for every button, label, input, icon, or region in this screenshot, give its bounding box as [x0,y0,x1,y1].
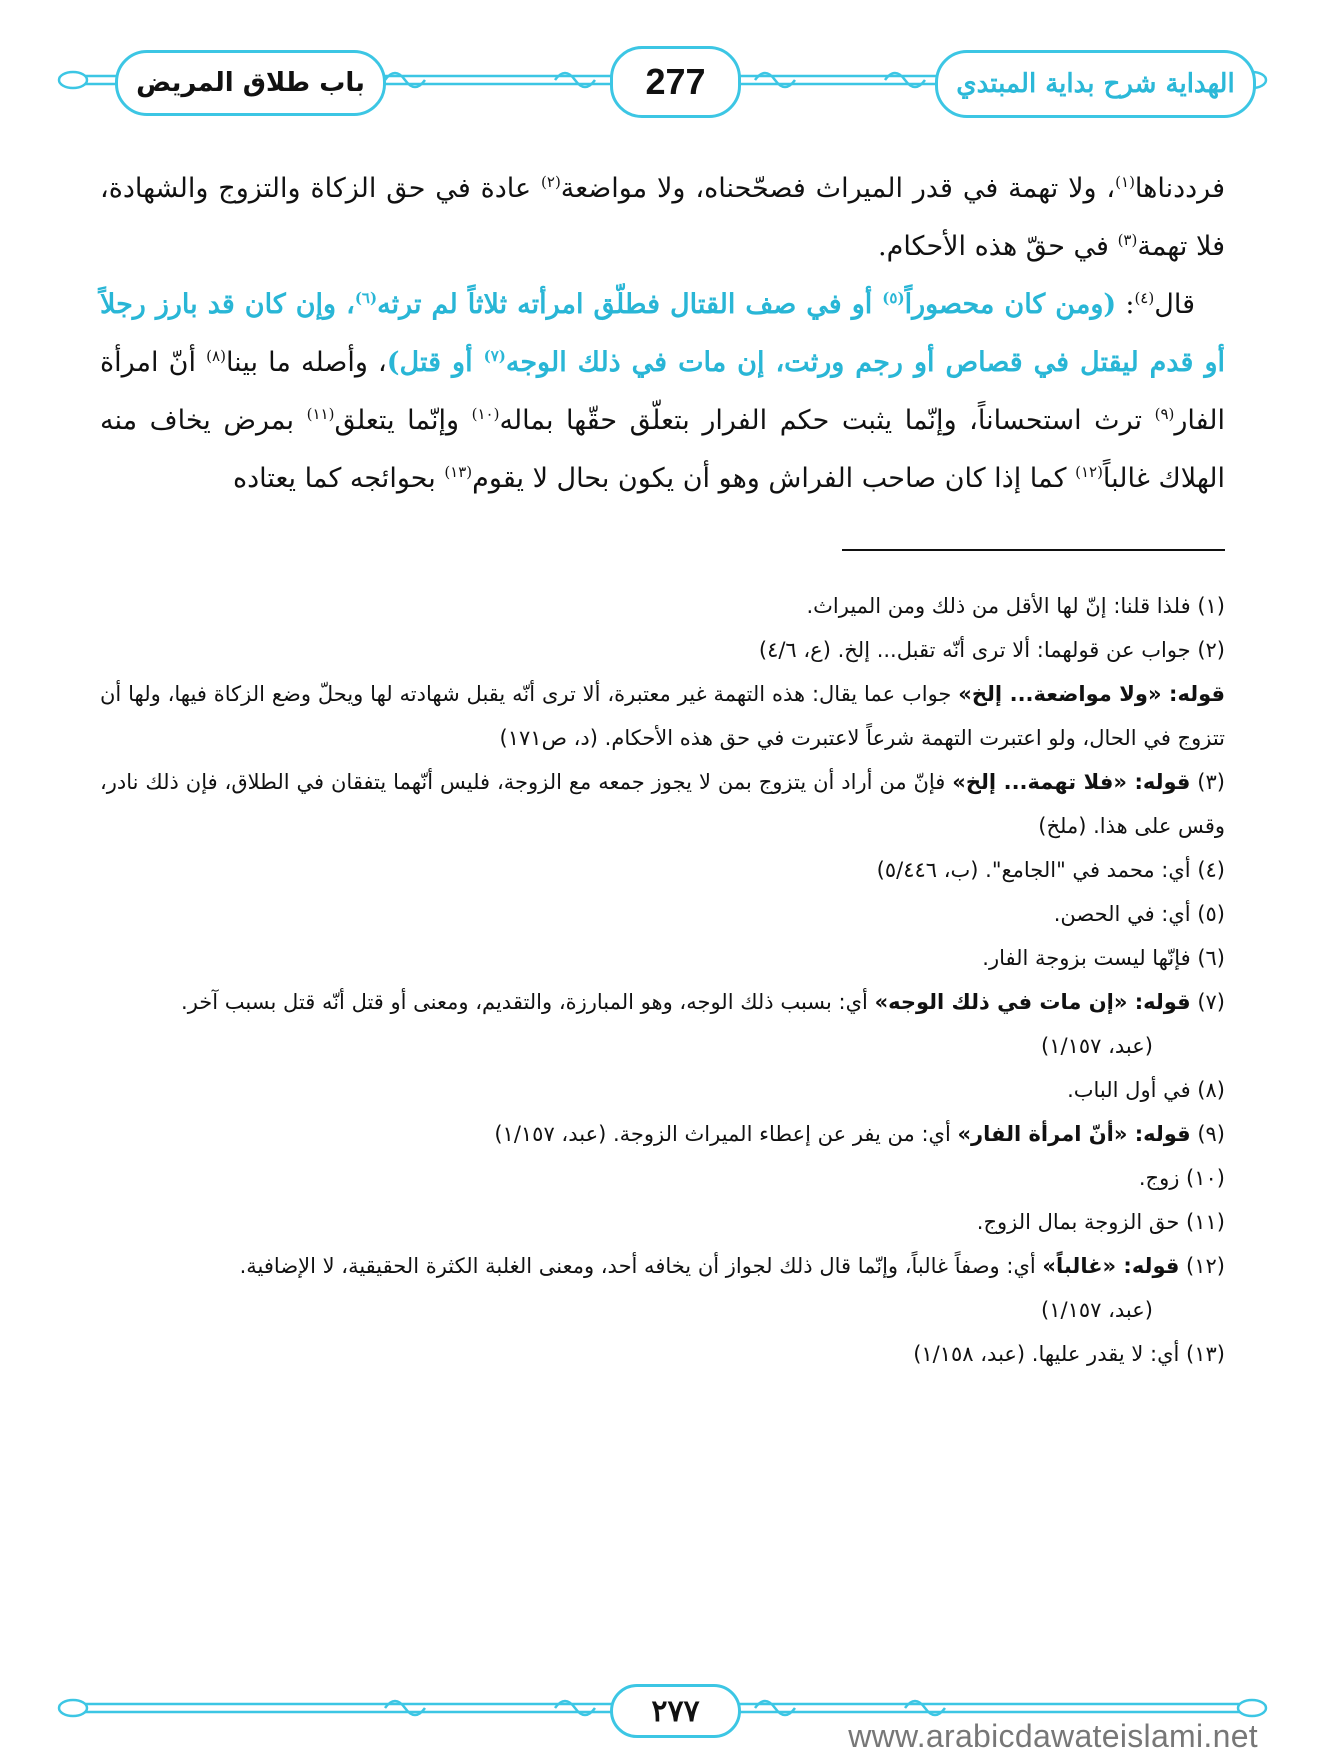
footnote-2: (٢) جواب عن قولهما: ألا ترى أنّه تقبل... إلخ. (ع، ٤/٦) [758,638,1225,662]
footnote-6: (٦) فإنّها ليست بزوجة الفار. [982,946,1225,970]
page-number: 277 [610,46,741,118]
footnote-10: (١٠) زوج. [1138,1166,1225,1190]
footnote-7-reference: (عبد، ١/١٥٧) [1041,1034,1153,1058]
footer-page-number: ٢٧٧ [610,1684,741,1738]
book-title: الهداية شرح بداية المبتدي [935,50,1256,118]
footnote-8: (٨) في أول الباب. [1067,1078,1225,1102]
footnote-3: (٣) قوله: «فلا تهمة... إلخ» فإنّ من أراد أن يتزوج بمن لا يجوز جمعه مع الزوجة، فليس أنّهما يتفقان في الطلاق، فإن ذلك نادر، وقس على هذا. (ملخ) [100,770,1225,838]
watermark-url: www.arabicdawateislami.net [848,1718,1258,1754]
matn-quote: (ومن كان محصوراً$^{(٥)}$ أو في صف القتال فطلّق امرأته ثلاثاً لم ترثه$^{(٦)}$، وإن كان قد بارز رجلاً أو قدم ليقتل في قصاص أو رجم ورثت، إن مات في ذلك الوجه$^{(٧)}$ أو قتل) [100,289,1225,378]
footnote-separator [842,549,1225,551]
footnote-13: (١٣) أي: لا يقدر عليها. (عبد، ١/١٥٨) [913,1342,1225,1366]
footnote-12: (١٢) قوله: «غالباً» أي: وصفاً غالباً، وإنّما قال ذلك لجواز أن يخافه أحد، ومعنى الغلبة الكثرة الحقيقية، لا الإضافية. [239,1254,1225,1278]
footnote-11: (١١) حق الزوجة بمال الزوج. [976,1210,1225,1234]
footnote-7: (٧) قوله: «إن مات في ذلك الوجه» أي: بسبب ذلك الوجه، وهو المبارزة، والتقديم، ومعنى أو قتل أنّه قتل بسبب آخر. [181,990,1225,1014]
footnotes [100,584,1225,1376]
footnote-2-commentary: قوله: «ولا مواضعة... إلخ» جواب عما يقال: هذه التهمة غير معتبرة، ألا ترى أنّه يقبل شهادته لها ويحلّ وضع الزكاة فيها، ولها أن تتزوج في الحال، ولو اعتبرت التهمة شرعاً لاعتبرت في حق هذه الأحكام. (د، ص١٧١) [100,682,1225,750]
footnote-4: (٤) أي: محمد في "الجامع". (ب، ٥/٤٤٦) [876,858,1225,882]
footnote-12-reference: (عبد، ١/١٥٧) [1041,1298,1153,1322]
paragraph-1: فرددناها$^{(١)}$، ولا تهمة في قدر الميراث فصحّحناه، ولا مواضعة$^{(٢)}$ عادة في حق الزكاة والتزوج والشهادة، فلا تهمة$^{(٣)}$ في حقّ هذه الأحكام. [100,173,1225,262]
footnote-1: (١) فلذا قلنا: إنّ لها الأقل من ذلك ومن الميراث. [806,594,1225,618]
footnote-9: (٩) قوله: «أنّ امرأة الفار» أي: من يفر عن إعطاء الميراث الزوجة. (عبد، ١/١٥٧) [494,1122,1225,1146]
paragraph-2: قال$^{(٤)}$: (ومن كان محصوراً$^{(٥)}$ أو في صف القتال فطلّق امرأته ثلاثاً لم ترثه$^{(٦)}$، وإن كان قد بارز رجلاً أو قدم ليقتل في قصاص أو رجم ورثت، إن مات في ذلك الوجه$^{(٧)}$ أو قتل)، وأصله ما بينا$^{(٨)}$ أنّ امرأة الفار$^{(٩)}$ ترث استحساناً، وإنّما يثبت حكم الفرار بتعلّق حقّها بماله$^{(١٠)}$ وإنّما يتعلق$^{(١١)}$ بمرض يخاف منه الهلاك غالباً$^{(١٢)}$ كما إذا كان صاحب الفراش وهو أن يكون بحال لا يقوم$^{(١٣)}$ بحوائجه كما يعتاده [100,289,1226,494]
chapter-title: باب طلاق المريض [115,50,386,116]
footnote-5: (٥) أي: في الحصن. [1053,902,1225,926]
main-text [100,160,1225,508]
